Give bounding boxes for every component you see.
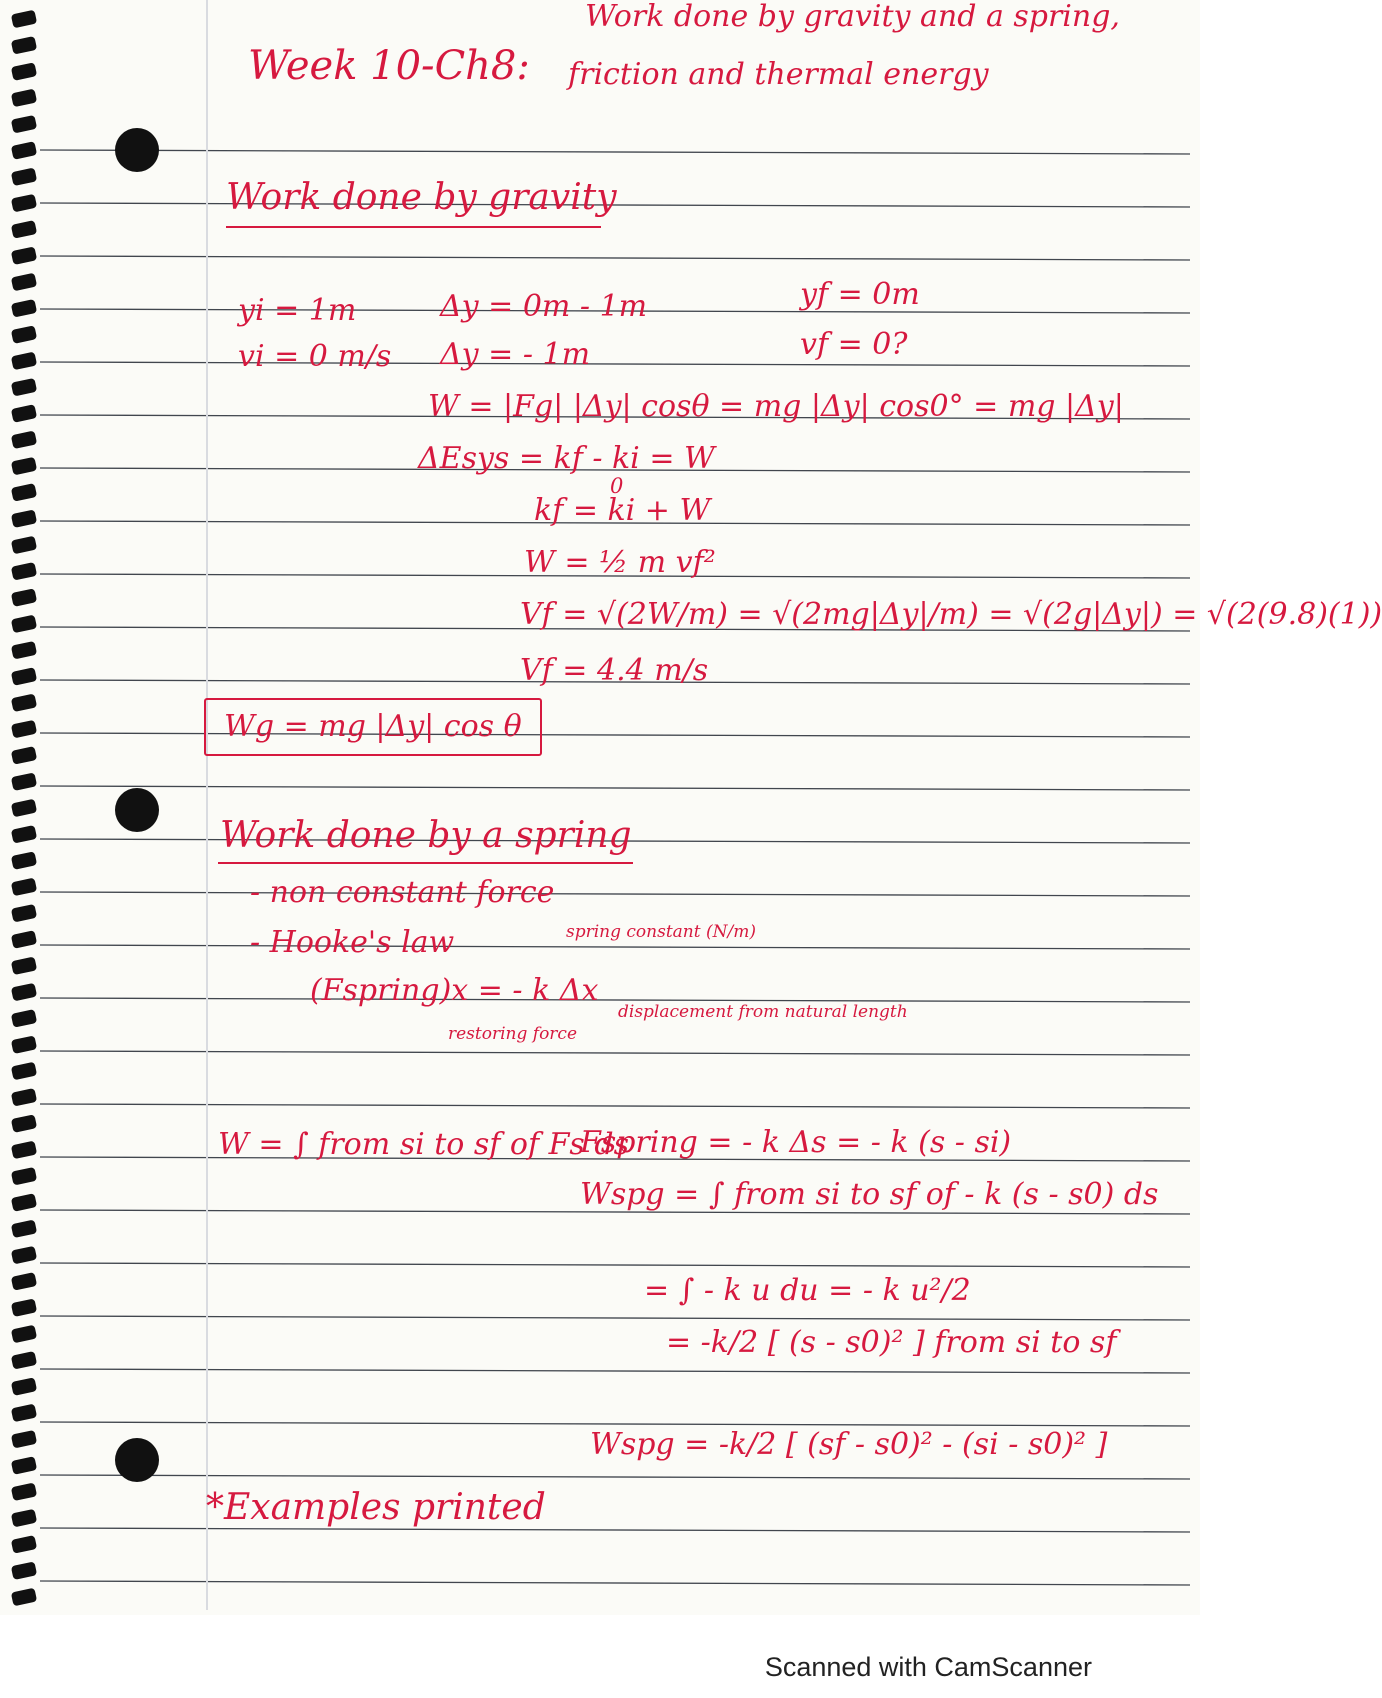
ruled-line	[40, 1051, 1190, 1055]
spiral-binding-icon	[11, 615, 37, 634]
spiral-binding-icon	[11, 115, 37, 134]
spiral-binding-icon	[11, 1456, 37, 1475]
spiral-binding-icon	[11, 1298, 37, 1317]
work-line: Δy = - 1m	[440, 337, 591, 372]
spiral-binding-icon	[11, 1062, 37, 1081]
work-line: yf = 0m	[800, 277, 920, 312]
spiral-binding-icon	[11, 1430, 37, 1449]
ruled-line	[40, 1369, 1190, 1373]
derivation-line: = ∫ - k u du = - k u²/2	[644, 1273, 971, 1308]
title-line-2: friction and thermal energy	[568, 57, 989, 92]
work-line: Δy = 0m - 1m	[440, 289, 648, 324]
hooke-formula: (Fspring)x = - k Δx	[310, 973, 599, 1008]
spiral-binding-icon	[11, 509, 37, 528]
spiral-binding-icon	[11, 430, 37, 449]
ruled-line	[40, 945, 1190, 949]
spiral-binding-icon	[11, 141, 37, 160]
spiral-binding-icon	[11, 1272, 37, 1291]
ruled-line	[40, 1581, 1190, 1585]
work-line: Vf = 4.4 m/s	[520, 653, 709, 688]
derivation-line: = -k/2 [ (s - s0)² ] from si to sf	[666, 1325, 1117, 1360]
spring-constant-note: spring constant (N/m)	[566, 922, 756, 942]
work-line: yi = 1m	[238, 293, 357, 328]
ruled-line	[40, 1475, 1190, 1479]
spiral-binding-icon	[11, 746, 37, 765]
spiral-binding-icon	[11, 194, 37, 213]
final-spring-work: Wspg = -k/2 [ (sf - s0)² - (si - s0)² ]	[590, 1427, 1108, 1462]
work-line: W = ½ m vf²	[524, 545, 716, 580]
ruled-line	[40, 1104, 1190, 1108]
heading-underline	[226, 226, 601, 228]
spiral-binding-icon	[11, 299, 37, 318]
ruled-line	[40, 892, 1190, 896]
spiral-binding-icon	[11, 956, 37, 975]
work-line: W = |Fg| |Δy| cosθ = mg |Δy| cos0° = mg |Δy|	[428, 389, 1124, 424]
section-heading-spring: Work done by a spring	[220, 815, 632, 856]
spiral-binding-icon	[11, 1535, 37, 1554]
spiral-binding-icon	[11, 457, 37, 476]
derivation-line: Fspring = - k Δs = - k (s - si)	[580, 1125, 1012, 1160]
spiral-binding-icon	[11, 562, 37, 581]
punch-hole-icon	[115, 1438, 159, 1482]
ruled-line	[40, 1422, 1190, 1426]
spiral-binding-icon	[11, 667, 37, 686]
spiral-binding-icon	[11, 799, 37, 818]
spiral-binding-icon	[11, 825, 37, 844]
displacement-note: displacement from natural length	[618, 1002, 908, 1022]
heading-underline	[218, 862, 633, 864]
boxed-formula: Wg = mg |Δy| cos θ	[204, 698, 542, 756]
spiral-binding-icon	[11, 1351, 37, 1370]
spiral-binding-icon	[11, 641, 37, 660]
spiral-binding-icon	[11, 851, 37, 870]
spiral-binding-icon	[11, 878, 37, 897]
spiral-binding-icon	[11, 536, 37, 555]
ruled-line	[40, 362, 1190, 366]
spiral-binding-icon	[11, 930, 37, 949]
spiral-binding-icon	[11, 904, 37, 923]
spiral-binding-icon	[11, 1088, 37, 1107]
spiral-binding-icon	[11, 246, 37, 265]
spiral-binding-icon	[11, 62, 37, 81]
spiral-binding-icon	[11, 693, 37, 712]
punch-hole-icon	[115, 788, 159, 832]
bullet-item: - non constant force	[250, 875, 555, 910]
spiral-binding-icon	[11, 89, 37, 108]
spiral-binding-icon	[11, 352, 37, 371]
ruled-line	[40, 998, 1190, 1002]
restoring-force-note: restoring force	[448, 1024, 578, 1044]
bullet-item: - Hooke's law	[250, 925, 455, 960]
spiral-binding-icon	[11, 10, 37, 29]
work-line: vi = 0 m/s	[238, 339, 392, 374]
ruled-line	[40, 786, 1190, 790]
spiral-binding-icon	[11, 325, 37, 344]
spiral-binding-icon	[11, 1009, 37, 1028]
title-continuation: Work done by gravity and a spring,	[585, 0, 1120, 34]
spiral-binding-icon	[11, 1588, 37, 1607]
scanner-watermark: Scanned with CamScanner	[764, 1652, 1092, 1682]
ruled-line	[40, 150, 1190, 154]
spiral-binding-icon	[11, 36, 37, 55]
derivation-line: Wspg = ∫ from si to sf of - k (s - s0) ds	[580, 1177, 1159, 1212]
spiral-binding-icon	[11, 1561, 37, 1580]
spiral-binding-icon	[11, 1509, 37, 1528]
spiral-binding-icon	[11, 720, 37, 739]
spiral-binding-icon	[11, 588, 37, 607]
spiral-binding-icon	[11, 220, 37, 239]
spiral-binding-icon	[11, 1141, 37, 1160]
spiral-binding-icon	[11, 1377, 37, 1396]
punch-hole-icon	[115, 128, 159, 172]
ruled-line	[40, 1316, 1190, 1320]
work-line: ΔEsys = kf - ki = W	[418, 441, 715, 476]
page-title: Week 10-Ch8:	[248, 43, 530, 89]
spiral-binding-icon	[11, 1246, 37, 1265]
work-line: kf = ki + W	[534, 493, 711, 528]
work-line: vf = 0?	[800, 327, 908, 362]
spiral-binding-icon	[11, 1325, 37, 1344]
spring-integral: W = ∫ from si to sf of Fs ds	[218, 1127, 629, 1162]
section-heading-gravity: Work done by gravity	[226, 177, 617, 218]
spiral-binding-icon	[11, 404, 37, 423]
spiral-binding-icon	[11, 1404, 37, 1423]
spiral-binding-icon	[11, 1482, 37, 1501]
spiral-binding-icon	[11, 483, 37, 502]
spiral-binding-icon	[11, 983, 37, 1002]
spiral-binding-icon	[11, 273, 37, 292]
ki-zero-note: 0	[610, 474, 624, 498]
spiral-binding-icon	[11, 1114, 37, 1133]
spiral-binding-icon	[11, 1219, 37, 1238]
ruled-line	[40, 1528, 1190, 1532]
ruled-line	[40, 256, 1190, 260]
ruled-line	[40, 1263, 1190, 1267]
spiral-binding-icon	[11, 1167, 37, 1186]
examples-note: *Examples printed	[206, 1487, 546, 1528]
spiral-binding-icon	[11, 378, 37, 397]
spiral-binding-icon	[11, 1193, 37, 1212]
spiral-binding-icon	[11, 772, 37, 791]
spiral-binding-icon	[11, 1035, 37, 1054]
work-line: Vf = √(2W/m) = √(2mg|Δy|/m) = √(2g|Δy|) = √(2(9.8)(1))	[520, 597, 1382, 632]
spiral-binding-icon	[11, 167, 37, 186]
